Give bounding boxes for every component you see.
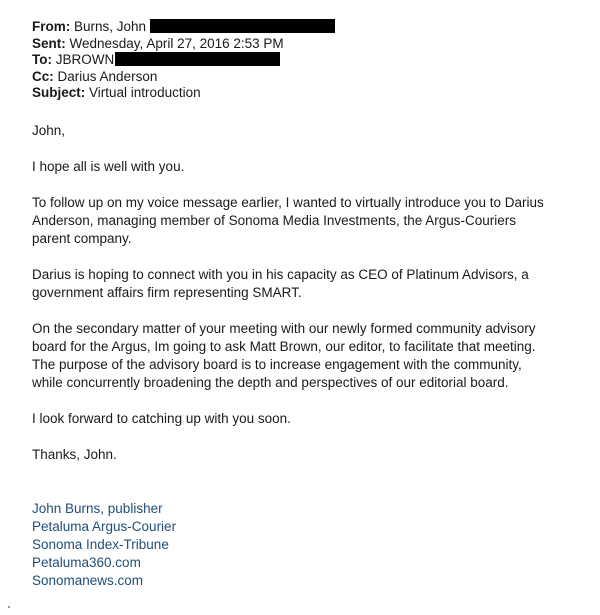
email-message bbox=[32, 19, 592, 590]
signature-link[interactable]: Sonomanews.com bbox=[32, 572, 144, 588]
paragraph-1: I hope all is well with you. bbox=[32, 158, 185, 174]
paragraph-4-line-1: On the secondary matter of your meeting with our newly formed community advisory bbox=[32, 320, 536, 336]
redaction-bar bbox=[115, 52, 280, 66]
paragraph-2-line-2: Anderson, managing member of Sonoma Media Investments, the Argus-Couriers bbox=[32, 212, 516, 228]
signature-line: Petaluma Argus-Courier bbox=[32, 518, 177, 534]
signature-link[interactable]: Petaluma360.com bbox=[32, 554, 141, 570]
to-line bbox=[32, 52, 592, 69]
from-value: Burns, John bbox=[74, 19, 147, 34]
signature-line: Sonoma Index-Tribune bbox=[32, 536, 169, 552]
subject-label: Subject: bbox=[32, 85, 86, 100]
sent-value: Wednesday, April 27, 2016 2:53 PM bbox=[69, 35, 284, 51]
cc-value: Darius Anderson bbox=[57, 68, 158, 84]
to-value: JBROWN bbox=[55, 52, 115, 67]
cc-label: Cc: bbox=[32, 68, 54, 84]
paragraph-3-line-2: government affairs firm representing SMART. bbox=[32, 284, 302, 300]
from-line bbox=[32, 19, 592, 36]
sent-line bbox=[32, 36, 592, 53]
scan-artifact bbox=[8, 606, 10, 608]
paragraph-4-line-2: board for the Argus, Im going to ask Matt Brown, our editor, to facilitate that meeting. bbox=[32, 338, 536, 354]
signature-name: John Burns, publisher bbox=[32, 500, 163, 516]
redaction-bar bbox=[150, 19, 335, 33]
greeting: John, bbox=[32, 122, 66, 138]
sent-label: Sent: bbox=[32, 35, 66, 51]
from-label: From: bbox=[32, 19, 71, 34]
paragraph-2-line-3: parent company. bbox=[32, 230, 132, 246]
email-body bbox=[32, 122, 592, 464]
cc-line bbox=[32, 69, 592, 86]
paragraph-3-line-1: Darius is hoping to connect with you in his capacity as CEO of Platinum Advisors, a bbox=[32, 266, 529, 282]
paragraph-4-line-4: while concurrently broadening the depth and perspectives of our editorial board. bbox=[32, 374, 509, 390]
paragraph-5: I look forward to catching up with you soon. bbox=[32, 410, 291, 426]
email-signature bbox=[32, 500, 592, 590]
subject-line bbox=[32, 85, 592, 102]
to-label: To: bbox=[32, 52, 52, 67]
paragraph-4-line-3: The purpose of the advisory board is to increase engagement with the community, bbox=[32, 356, 522, 372]
email-headers bbox=[32, 19, 592, 102]
paragraph-2-line-1: To follow up on my voice message earlier, I wanted to virtually introduce you to Darius bbox=[32, 194, 544, 210]
closing: Thanks, John. bbox=[32, 446, 117, 462]
subject-value: Virtual introduction bbox=[89, 85, 201, 100]
